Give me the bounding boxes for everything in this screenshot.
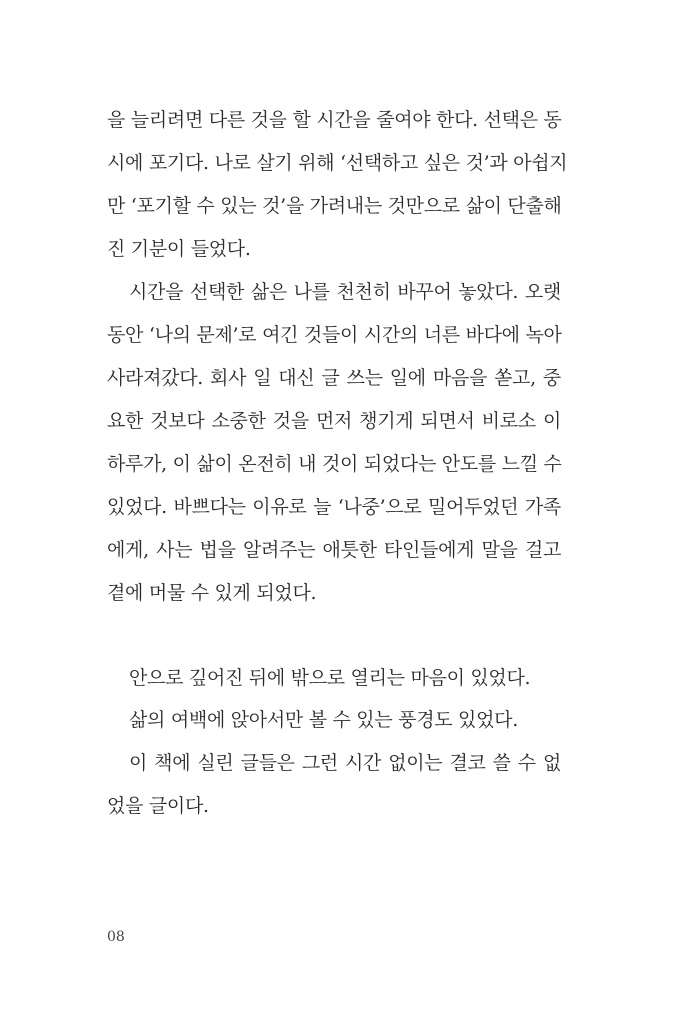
paragraph-1-line-1: 을 늘리려면 다른 것을 할 시간을 줄여야 한다. 선택은 동 <box>107 109 562 131</box>
paragraph-3-line-1: 안으로 깊어진 뒤에 밖으로 열리는 마음이 있었다. <box>129 667 531 689</box>
paragraph-5-line-1: 이 책에 실린 글들은 그런 시간 없이는 결코 쓸 수 없 <box>129 752 561 774</box>
paragraph-2-line-4: 요한 것보다 소중한 것을 먼저 챙기게 되면서 비로소 이 <box>107 410 561 432</box>
paragraph-2-line-7: 에게, 사는 법을 알려주는 애틋한 타인들에게 말을 걸고 <box>107 539 561 561</box>
paragraph-1-line-3: 만 ‘포기할 수 있는 것’을 가려내는 것만으로 삶이 단출해 <box>107 195 562 217</box>
paragraph-2-line-2: 동안 ‘나의 문제’로 여긴 것들이 시간의 너른 바다에 녹아 <box>107 324 562 346</box>
paragraph-4-line-1: 삶의 여백에 앉아서만 볼 수 있는 풍경도 있었다. <box>129 709 518 731</box>
page-number: 08 <box>107 929 125 945</box>
paragraph-1-line-2: 시에 포기다. 나로 살기 위해 ‘선택하고 싶은 것’과 아쉽지 <box>107 152 568 174</box>
paragraph-2-line-5: 하루가, 이 삶이 온전히 내 것이 되었다는 안도를 느낄 수 <box>107 453 562 475</box>
paragraph-5-line-2: 었을 글이다. <box>107 795 209 817</box>
paragraph-2-line-1: 시간을 선택한 삶은 나를 천천히 바꾸어 놓았다. 오랫 <box>129 281 561 303</box>
paragraph-2-line-8: 곁에 머물 수 있게 되었다. <box>107 582 317 604</box>
paragraph-2-line-3: 사라져갔다. 회사 일 대신 글 쓰는 일에 마음을 쏟고, 중 <box>107 367 561 389</box>
paragraph-2-line-6: 있었다. 바쁘다는 이유로 늘 ‘나중’으로 밀어두었던 가족 <box>107 496 561 518</box>
paragraph-1-line-4: 진 기분이 들었다. <box>107 238 251 260</box>
